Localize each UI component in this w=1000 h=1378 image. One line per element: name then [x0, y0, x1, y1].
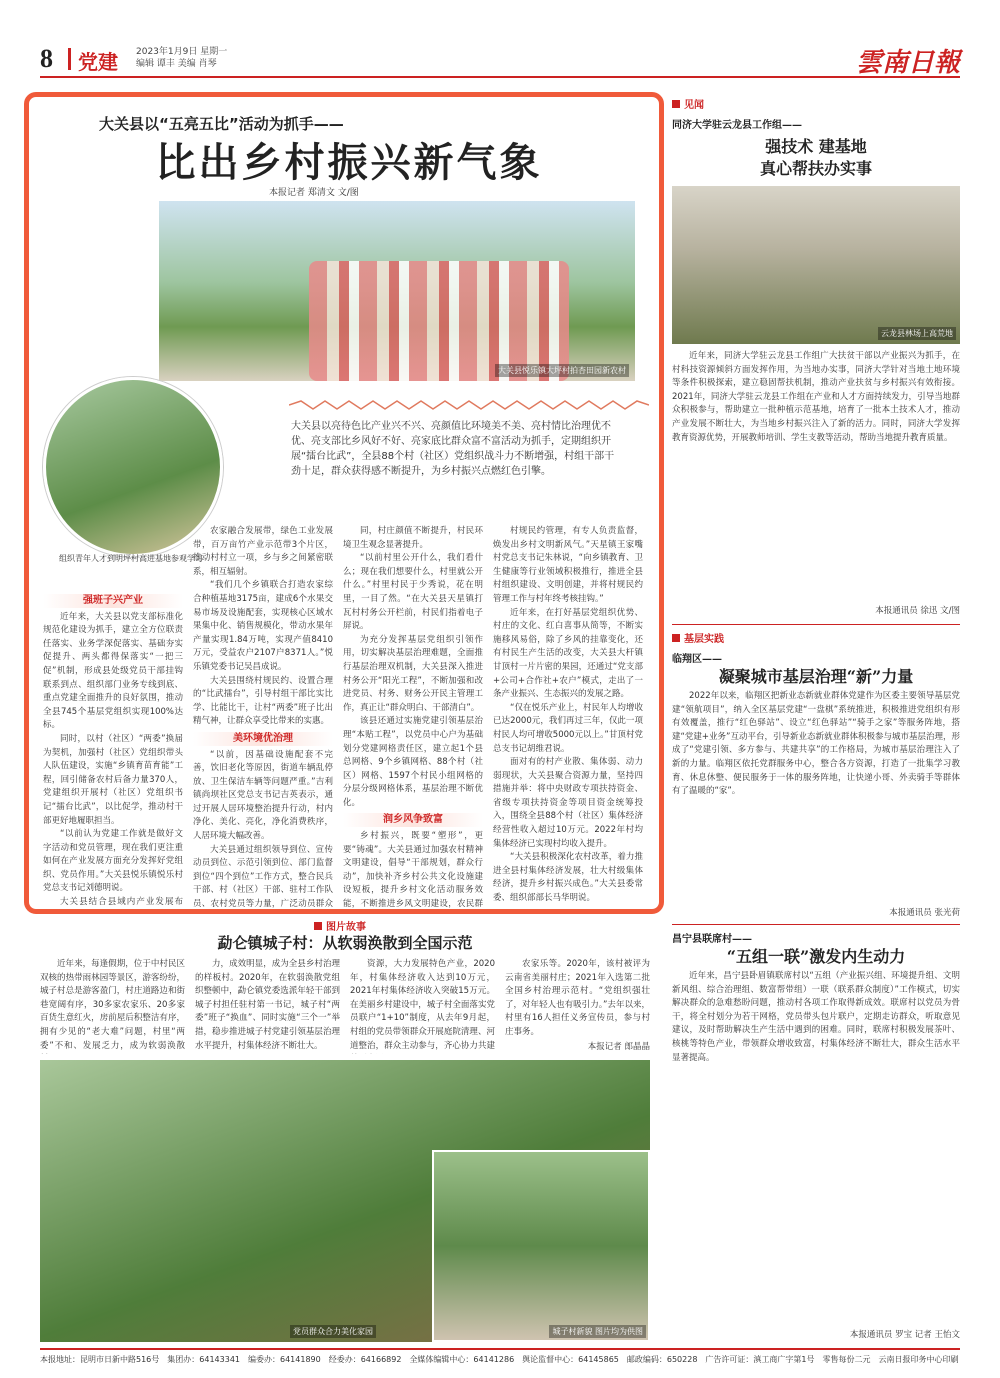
paragraph: “以前村里公开什么，我们看什么；现在我们想要什么，村里就公开什么。”村里村民于少秀说，花在明里，一目了然。“在大关县天星镇打瓦村村务公开栏前，村民们指着电子屏说。: [343, 553, 483, 632]
subhead-3: 润乡风争致富: [343, 813, 483, 827]
footer-item: 集团办：64143341: [167, 1355, 240, 1364]
lower-kicker: 图片故事: [314, 918, 366, 933]
r2-headline: 凝聚城市基层治理“新”力量: [718, 667, 914, 686]
r1-headline-1: 强技术 建基地: [765, 137, 867, 156]
r1-kicker: 同济大学驻云龙县工作组——: [672, 120, 802, 131]
r2-text: [672, 690, 960, 912]
lower-col-2: [195, 958, 340, 1054]
feature-article: [24, 92, 664, 914]
footer-item: 广告许可证：滇工商广字第1号: [705, 1355, 815, 1364]
paragraph: 为充分发挥基层党组织引领作用，切实解决基层治理难题，全面推行基层治理双机制，大关县深入推进村务公开“阳光工程”，不断加强和改进党员、村务、财务公开民主管理工作，真正让“群众明白、干部清白”。: [343, 634, 483, 713]
paragraph: 同时，以村（社区）“两委”换届为契机，加强村（社区）党组织带头人队伍建设，实施“乡镇育苗育能”工程，回引储备农村后备力量370人，党建组织开展村（社区）党组织书记“擂台比武”，以比促学，推动村干部更好地履职担当。: [43, 733, 183, 826]
paragraph: 力，成效明显，成为全县乡村治理的样板村。2020年，在软弱涣散党组织整顿中，勐仑镇党委选派年轻干部到城子村担任驻村第一书记，城子村“两委”班子“换血”、同时实施“三个一”举措，稳步推进城子村党建引领基层治理水平提升，村集体经济不断壮大。: [195, 959, 340, 1051]
lower-col-4: [505, 958, 650, 1038]
paragraph: 大关县通过组织领导到位、宣传动员到位、示范引领到位、部门监督到位“四个到位”工作方式，整合民兵干部、村（社区）干部、驻村工作队员、农村党员等力量，广泛动员群众: [193, 844, 333, 909]
paragraph: 2022年以来，临翔区把新业态新就业群体党建作为区委主要领导基层党建“领航项目”，纳入全区基层党建“一盘棋”系统推进，积极推进党组织有形有效覆盖，推行“红色驿站”、设立“红色驿站”“骑手之家”等服务阵地，搭建“党建+业务”互动平台，引导新业态新就业群体积极参与城市基层治理，形成了“党建引领、多方参与、共建共享”的工作格局，为城市基层治理注入了新的力量。临翔区依托党群服务中心，整合各方资源，打造了一批集学习教育、休息休整、便民服务于一体的服务阵地，让快递小哥、外卖骑手等群体有了温暖的“家”。: [672, 691, 960, 797]
paragraph: 农家融合发展带，绿色工业发展带，百万亩竹产业示范带3个片区，推动村村立一项，乡与乡之间紧密联系，相互辐射。: [193, 526, 333, 577]
footer: [40, 1348, 960, 1365]
r2-kicker: 临翔区——: [672, 654, 722, 665]
feature-col-2: [193, 525, 333, 909]
planting-photo-caption: 党员群众合力美化家园: [290, 1325, 376, 1338]
lower-col-3: [350, 958, 495, 1054]
editor-line: 编辑 谭丰 美编 肖琴: [136, 59, 217, 69]
feature-col-4: [493, 525, 643, 909]
feature-kicker: 大关县以“五亮五比”活动为抓手——: [99, 115, 344, 133]
footer-item: 经委办：64166892: [328, 1355, 402, 1364]
footer-item: 全媒体编辑中心：64141286: [409, 1355, 515, 1364]
footer-item: 云南日报印务中心印刷: [878, 1355, 959, 1364]
village-photo-caption: 大关县悦乐镇大坪村拍杏田园新农村: [495, 364, 629, 377]
paragraph: “大关县积极深化农村改革，着力推进全县村集体经济发展，壮大村级集体经济，提升乡村振兴成色。”大关县委常委、组织部部长马华明说。: [493, 852, 643, 904]
footer-item: 邮政编码：650228: [626, 1355, 698, 1364]
newspaper-brand: 雲南日報: [855, 48, 960, 78]
footer-item: 本报地址：昆明市日新中路516号: [40, 1355, 160, 1364]
page-number: 8: [40, 44, 53, 73]
lower-headline: 勐仑镇城子村：从软弱涣散到全国示范: [217, 934, 473, 952]
paragraph: 近年来，在打好基层党组织优势、村庄的文化、红白喜事从简等，不断实施移风易俗，除了乡风的挂靠变化，还有村民生产生活的改变，大关县大杆镇甘顶村一片片密的果园，还通过“党支部+公司+合作社+农户”模式，走出了一条产业振兴、生态振兴的发展之路。: [493, 607, 643, 700]
section-divider: [672, 924, 960, 925]
section-title: 党建: [78, 50, 118, 74]
paragraph: “以前认为党建工作就是做好文字活动和党员管理，现在我们更注重如何在产业发展方面充分发挥好党组织、党员作用。”大关县悦乐镇悦乐村党总支书记刘德明说。: [43, 829, 183, 894]
r3-text: [672, 970, 960, 1328]
paragraph: 面对有的村产业散、集体弱、动力弱现状，大关县聚合资源力量，坚持四措施并举：将中央财政专项扶持资金、省级专项扶持资金等项目资金统筹投入，围绕全县88个村（社区）集体经济经营性收入超过10万元。2022年村均集体经济已实现村均收入提升。: [493, 757, 643, 849]
section-divider: [672, 624, 960, 625]
paragraph: “我们几个乡镇联合打造农家综合种植基地3175亩，建成6个水果交易市场及设施配套，实现核心区域水果集中化、销售规模化，带动水果年产量实现1.84万吨，实现产值8410万元，受益农户2107户8371人。”悦乐镇党委书记吴昌成说。: [193, 580, 333, 672]
tag-observation: 见闻: [672, 96, 704, 111]
r1-photo-caption: 云龙县林场上高荒地: [878, 327, 956, 340]
paragraph: 资源，大力发展特色产业，2020年，村集体经济收入达到10万元，2021年村集体经济收入突破15万元。在美丽乡村建设中，城子村全面落实党员联户“1+10”制度，从去年9月起，村组的党员带领群众开展庭院清理、河道整治，群众主动参与，齐心协力共建: [350, 959, 495, 1051]
date-line: 2023年1月9日 星期一: [136, 47, 228, 57]
r3-kicker: 昌宁县联席村——: [672, 934, 752, 945]
r3-sign: 本报通讯员 罗宝 记者 王怡文: [849, 1330, 960, 1340]
subhead-2: 美环境优治理: [193, 732, 333, 746]
paragraph: 村规民约管理，有专人负责监督，焕发出乡村文明新风气。”天星镇王家嘴村党总支书记朱林说，“向乡镇教育、卫生健康等行业领域积极推行，推进全县村组织建设、文明创建，并将村规民约管理工作与村年终考核挂钩。”: [493, 526, 643, 604]
r3-headline: “五组一联”激发内生动力: [726, 947, 906, 966]
paragraph: 该县还通过实施党建引领基层治理“本贴工程”，以党员中心户为基础划分党建网格责任区，建立起1个县总网格、9个乡镇网格、88个村（社区）网格、1597个村民小组网格的分层分级网格体系，基层治理不断优化。: [343, 716, 483, 808]
date-block: [136, 46, 227, 70]
tag-grassroots: 基层实践: [672, 630, 724, 645]
paragraph: “以前，因基础设施配套不完善，饮旧老化等原因，街道车辆乱停放、卫生保洁车辆等问题严重。”吉利镇尚坝社区党总支书记吉英表示，通过开展人居环境整治提升行动，村内净化、美化、亮化，净化消费秩序，人居环境大幅改善。: [193, 749, 333, 842]
r1-sign: 本报通讯员 徐迅 文/图: [875, 606, 960, 616]
village-aerial-photo: [432, 1150, 650, 1342]
feature-lead: 大关县以亮待色比产业兴不兴、亮颜值比环境美不美、亮村情比治理优不优、亮支部比乡风好不好、亮家底比群众富不富活动为抓手，定期组织开展“擂台比武”，全县88个村（社区）党组织战斗力不断增强，村组干部干劲十足，群众获得感不断提升，为乡村振兴点燃红色引擎。: [291, 421, 615, 477]
circle-photo-caption: 组织青年人才到明坪村高进基地参观学习: [59, 554, 203, 563]
paragraph: “仅在悦乐产业上，村民年人均增收已达2000元，我们再过三年，仅此一项村民人均可增收5000元以上。”甘顶村党总支书记胡维君说。: [493, 702, 643, 754]
footer-item: 零售每份二元: [822, 1355, 871, 1364]
r1-photo: [672, 186, 960, 344]
paragraph: 大关县围绕村规民约、设置合理的“比武擂台”，引导村组干部比实比学、比能比干，让村“两委”班子比出精气神，让群众享受比带来的实惠。: [193, 675, 333, 727]
divider: [68, 48, 71, 70]
aerial-photo-caption: 城子村新貌 图片均为供图: [549, 1325, 646, 1338]
lower-col-1: [40, 958, 185, 1054]
paragraph: 农家乐等。2020年，该村被评为云南省美丽村庄；2021年入选第二批全国乡村治理示范村。“党组织强壮了，对年轻人也有吸引力。”去年以来，村里有16人担任义务宣传员，参与村庄事务。: [505, 959, 650, 1037]
lower-byline: 本报记者 郎晶晶: [587, 1042, 650, 1052]
paragraph: 近年来，大关县以党支部标准化规范化建设为抓手，建立全方位联责任落实、业务学深促落实、基础夯实促提升、两头都得保落实“一把三促”机制，形成县处级党员干部挂钩联系到点、组织部门业务专线到底、重点党建全面推升的良好氛围，推动全县745个基层党组织实现100%达标。: [43, 611, 183, 731]
r1-headline-2: 真心帮扶办实事: [759, 159, 872, 178]
decor-wave: [289, 399, 649, 411]
paragraph: 乡村振兴，既要“塑形”，更要“铸魂”。大关县通过加强农村精神文明建设，倡导“干部规划，群众行动”，加快补齐乡村公共文化设施建设短板，提升乡村文化活动服务效能，不断推进乡风文明建设，农民群: [343, 831, 483, 909]
village-houses: [309, 261, 569, 381]
feature-byline: 本报记者 郑清文 文/图: [269, 188, 359, 198]
paragraph: 大关县结合县域内产业发展布: [60, 897, 183, 908]
paragraph: 近年来，同济大学驻云龙县工作组广大扶贫干部以产业振兴为抓手，在村科技资源倾斜方面发挥作用，为当地办实事，同济大学针对当地土地环境等条件积极探索，建立稳固帮扶机制，推动产业扶贫与乡村振兴有效衔接。2021年，同济大学驻云龙县工作组在产业和人才方面持续发力，引导当地群众积极参与，帮助建立一批种植示范基地，培育了一批本土技术人才，推动产业发展不断壮大，为当地乡村振兴注入了新的活力。同时，同济大学发挥教育资源优势，开展教师培训、学生支教等活动，帮助当地提升教育质量。: [672, 351, 960, 443]
r1-text: [672, 350, 960, 612]
feature-col-3: [343, 525, 483, 909]
village-photo: [159, 201, 635, 381]
feature-col-1: [43, 591, 183, 909]
footer-item: 舆论监督中心：64145865: [522, 1355, 619, 1364]
paragraph: 近年来，昌宁县卧眉镇联席村以“五组（产业振兴组、环境提升组、文明新风组、综合治理组、数富帮带组）一联（联系群众制度）”工作模式，切实解决群众的急难愁盼问题，推动村各项工作取得新成效。联席村以党员为骨干，将全村划分为若干网格，党员带头包片联户，定期走访群众，听取意见建议，及时帮助解决生产生活中遇到的困难。同时，联席村积极发展茶叶、核桃等特色产业，带领群众增收致富，村集体经济不断壮大，群众生活水平显著提高。: [672, 971, 960, 1063]
feature-headline: 比出乡村振兴新气象: [155, 139, 543, 186]
footer-item: 编委办：64141890: [248, 1355, 321, 1364]
paragraph: 同，村庄颜值不断提升，村民环境卫生观念显著提升。: [343, 526, 483, 550]
paragraph: 近年来，每逢假期，位于中村民区双核的热带雨林园等景区，游客纷纷，城子村总是游客盈门，村庄道路边和街巷宽阔有序，30多家农家乐、20多家百货生意红火，房前屋后积整洁有序，拥有少见的“老大难”问题，村里“两委”不和、发展乏力，成为软弱涣散: [40, 959, 185, 1051]
masthead: [40, 40, 960, 78]
subhead-1: 强班子兴产业: [43, 594, 183, 608]
r2-sign: 本报通讯员 张光荷: [889, 908, 960, 918]
